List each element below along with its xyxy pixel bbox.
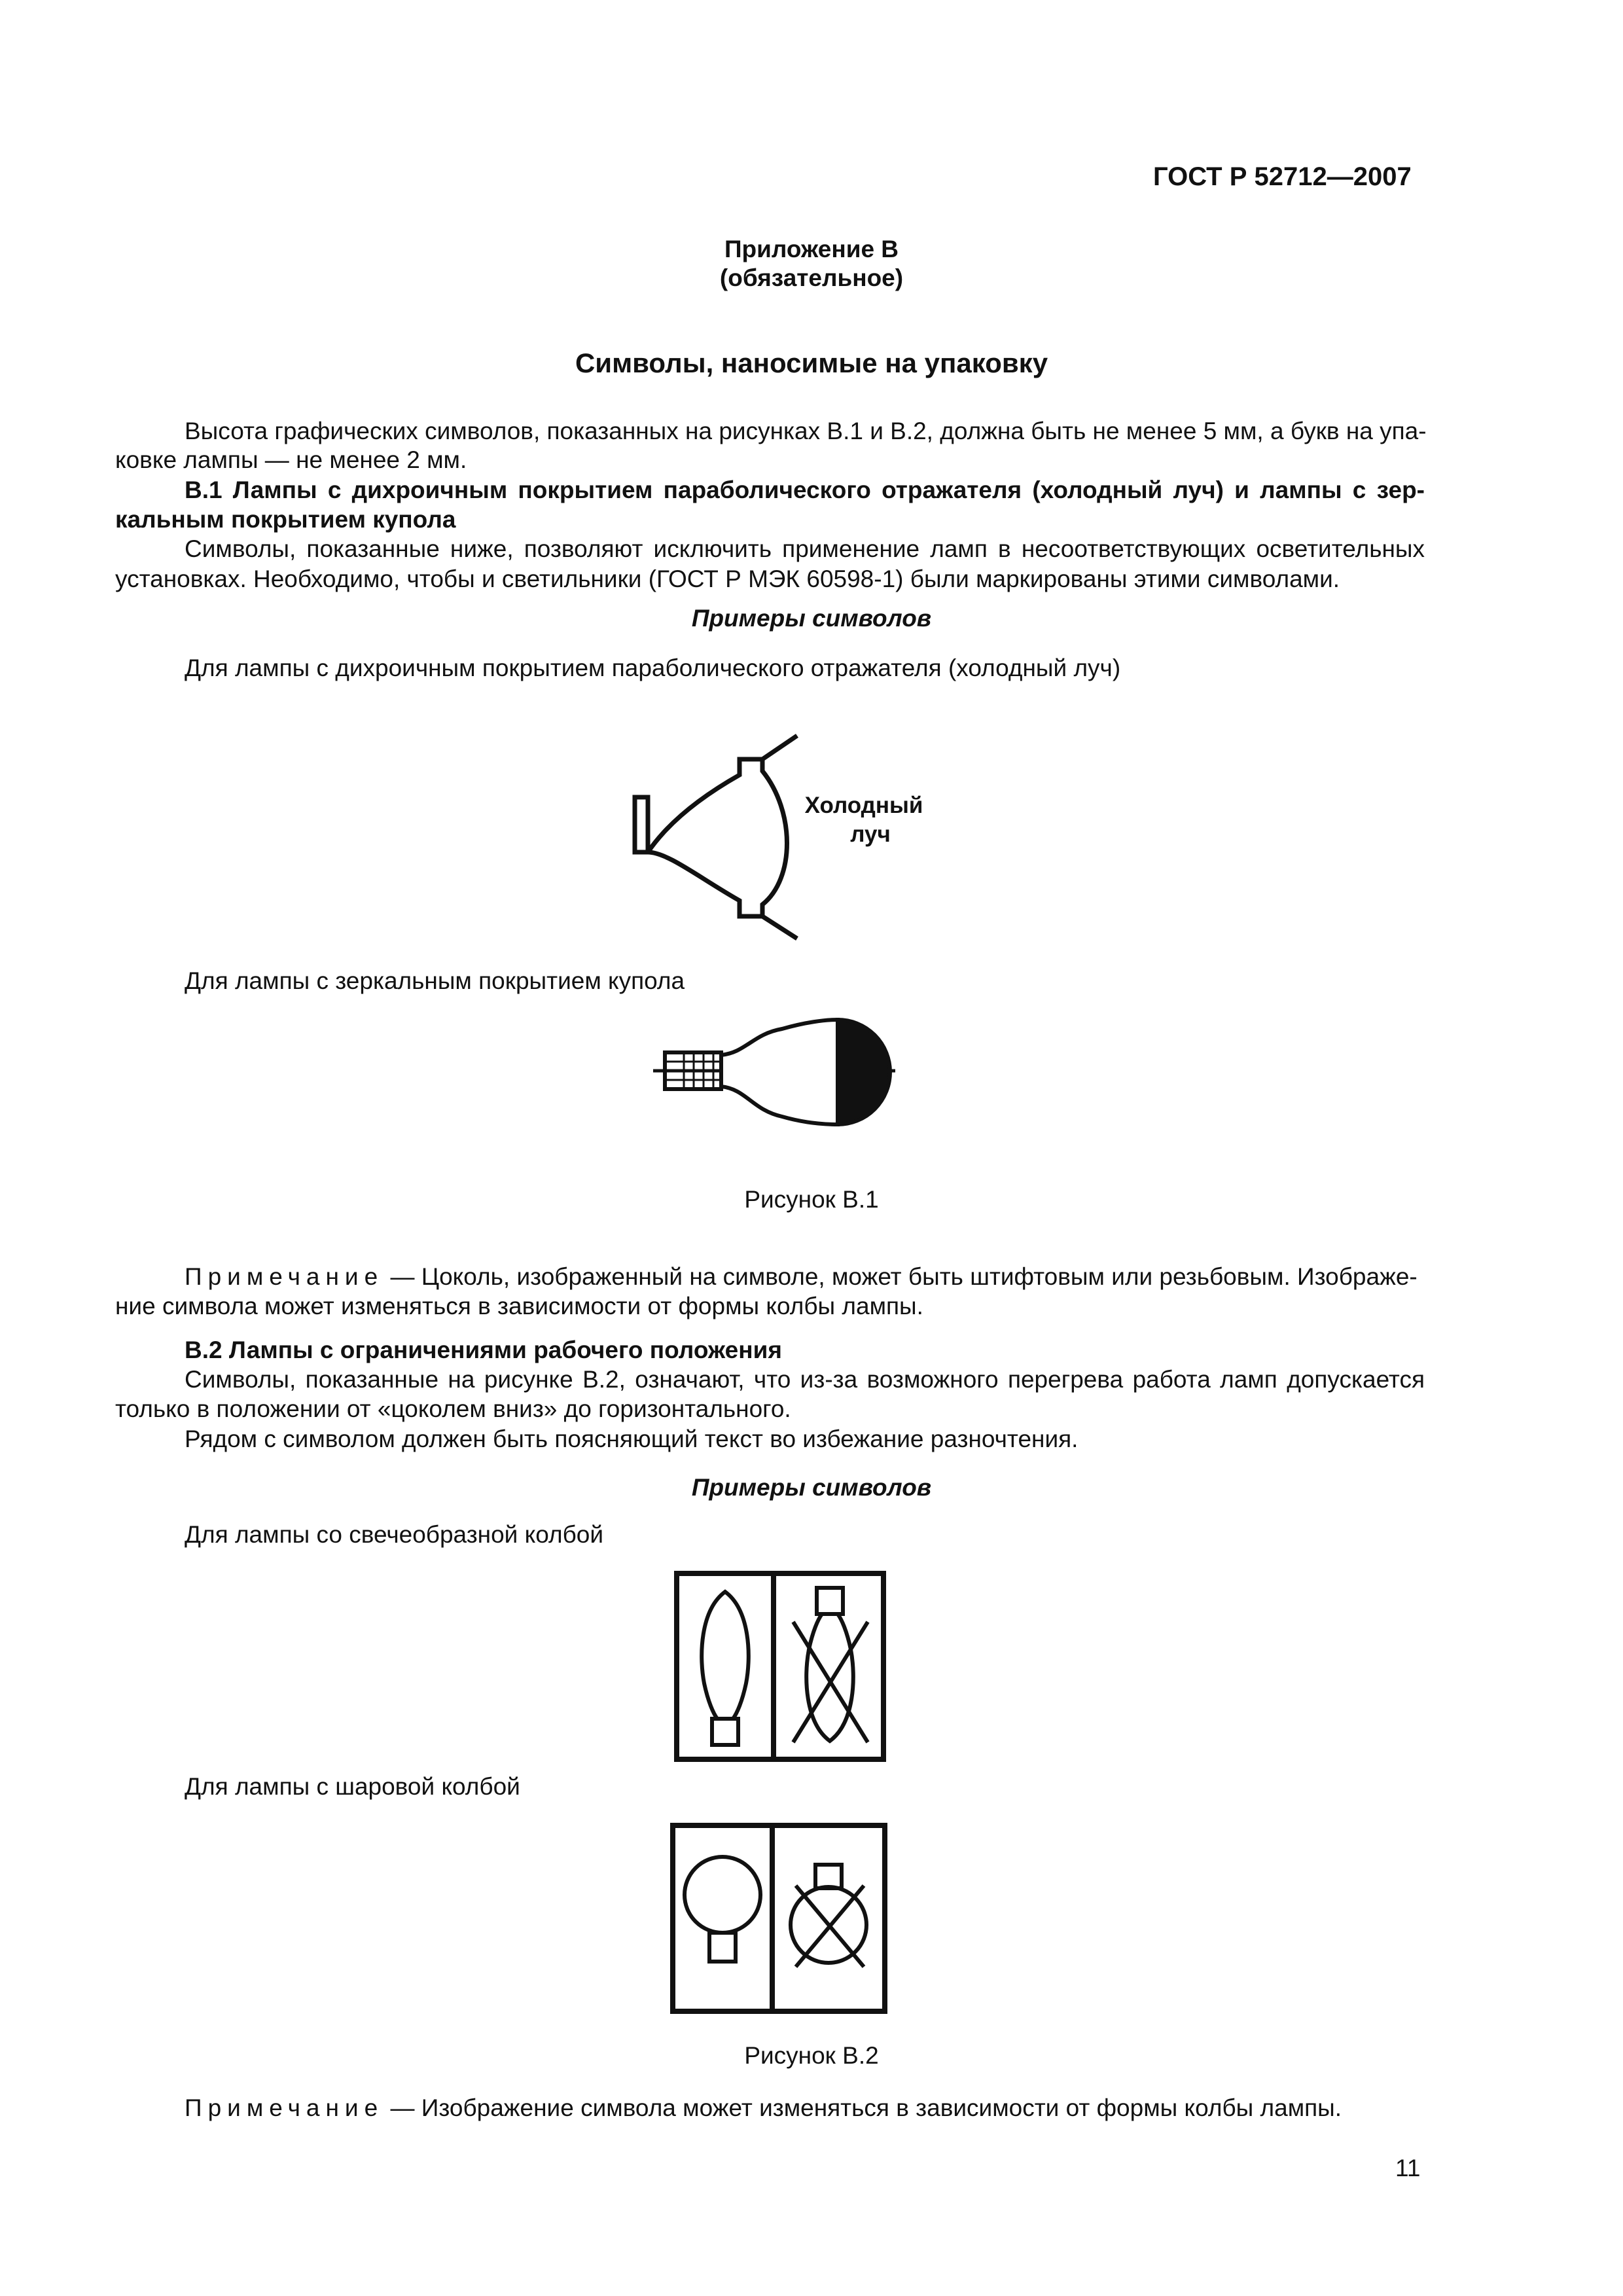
b2-example-2-label: Для лампы с шаровой колбой <box>185 1773 520 1800</box>
cold-beam-reflector-symbol <box>628 694 825 969</box>
b1-note-word: Примечание <box>185 1263 384 1290</box>
cold-beam-label-1: Холодный <box>804 793 923 818</box>
b2-paragraph-line-2: только в положении от «цоколем вниз» до горизонтального. <box>115 1395 791 1422</box>
b2-paragraph-2: Рядом с символом должен быть поясняющий текст во избежание разночтения. <box>185 1426 1079 1452</box>
candle-bulb-position-symbol <box>674 1571 890 1767</box>
b2-note-word: Примечание <box>185 2094 384 2121</box>
b1-note-line-2: ние символа может изменяться в зависимости от формы колбы лампы. <box>115 1293 923 1319</box>
b2-note <box>185 2093 1342 2123</box>
b1-heading-line-1: В.1 Лампы с дихроичным покрытием параболического отражателя (холодный луч) и лампы с зер- <box>185 476 1425 503</box>
b1-examples-title: Примеры символов <box>691 605 932 632</box>
mirror-dome-lamp-symbol <box>648 1014 910 1145</box>
intro-line-1: Высота графических символов, показанных на рисунках В.1 и В.2, должна быть не менее 5 мм, а букв на упа- <box>185 418 1427 444</box>
document-code: ГОСТ Р 52712—2007 <box>1153 162 1412 191</box>
appendix-status: (обязательное) <box>719 264 904 291</box>
page-number: 11 <box>1395 2155 1421 2181</box>
b2-examples-title: Примеры символов <box>691 1474 932 1501</box>
b1-paragraph-line-1: Символы, показанные ниже, позволяют исключить применение ламп в несоответствующих осветительных <box>185 535 1425 562</box>
section-title: Символы, наносимые на упаковку <box>575 348 1048 378</box>
figure-b2-caption: Рисунок В.2 <box>744 2042 879 2069</box>
b2-paragraph-line-1: Символы, показанные на рисунке В.2, означают, что из-за возможного перегрева работа ламп допускается <box>185 1366 1425 1393</box>
figure-b1-caption: Рисунок В.1 <box>744 1186 879 1213</box>
b2-example-1-label: Для лампы со свечеобразной колбой <box>185 1521 604 1548</box>
b1-heading-line-2: кальным покрытием купола <box>115 506 456 533</box>
b2-heading: В.2 Лампы с ограничениями рабочего положения <box>185 1336 782 1363</box>
b2-note-text: — Изображение символа может изменяться в зависимости от формы колбы лампы. <box>383 2094 1342 2121</box>
globe-bulb-position-symbol <box>670 1823 893 2019</box>
b1-example-1-label: Для лампы с дихроичным покрытием параболического отражателя (холодный луч) <box>185 655 1121 681</box>
b1-paragraph-line-2: установках. Необходимо, чтобы и светильники (ГОСТ Р МЭК 60598-1) были маркированы этими символами. <box>115 565 1340 592</box>
b1-note-line-1 <box>185 1262 1425 1291</box>
b1-note-text: — Цоколь, изображенный на символе, может быть штифтовым или резьбовым. Изображе- <box>383 1263 1418 1290</box>
intro-line-2: ковке лампы — не менее 2 мм. <box>115 446 467 473</box>
b1-example-2-label: Для лампы с зеркальным покрытием купола <box>185 967 685 994</box>
cold-beam-label-2: луч <box>850 821 891 847</box>
appendix-title: Приложение В <box>724 236 899 262</box>
